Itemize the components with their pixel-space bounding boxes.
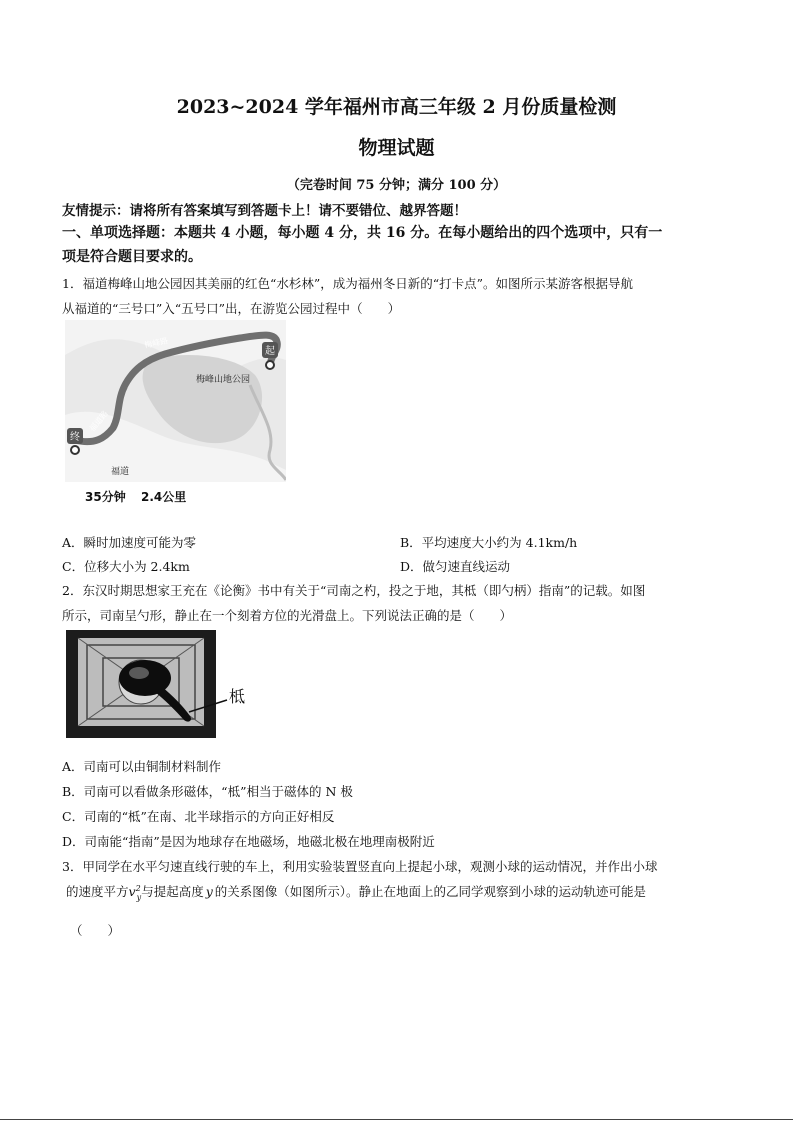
q2-stem-line-2: 所示，司南呈勺形，静止在一个刻着方位的光滑盘上。下列说法正确的是（ ） (62, 608, 513, 623)
q3-var-sub: y (136, 892, 142, 902)
end-label: 终 (70, 432, 80, 443)
q3-var-v (128, 883, 142, 902)
q2-option-c: C．司南的“柢”在南、北半球指示的方向正好相反 (62, 809, 335, 824)
map-svg (65, 320, 286, 513)
q1-stem-line-1: 1．福道梅峰山地公园因其美丽的红色“水杉林”，成为福州冬日新的“打卡点”。如图所示某游客根据导航 (62, 276, 634, 291)
route-label-1: 梅峰路 (143, 336, 169, 350)
q3-var-v-letter: v (128, 884, 136, 899)
q1-option-d: D．做匀速直线运动 (400, 559, 511, 574)
map-distance: 2.4公里 (141, 490, 187, 504)
q3-stem-line-2 (66, 882, 646, 902)
spoon-highlight (129, 667, 149, 679)
q1-map-figure (65, 320, 286, 513)
q1-stem-line-2: 从福道的“三号口”入“五号口”出，在游览公园过程中（ ） (62, 301, 401, 316)
section-1-line-1: 一、单项选择题：本题共 4 小题，每小题 4 分，共 16 分。在每小题给出的四个选项中，只有一 (62, 225, 663, 241)
q1-option-a: A．瞬时加速度可能为零 (62, 535, 197, 550)
q2-option-a: A．司南可以由铜制材料制作 (62, 759, 222, 774)
handle-label: 柢 (229, 687, 246, 706)
q3-text-a: 的速度平方 (66, 884, 129, 899)
q1-option-b: B．平均速度大小约为 4.1km/h (400, 535, 578, 550)
park-label: 梅峰山地公园 (195, 375, 251, 385)
q3-text-c: 的关系图像（如图所示）。静止在地面上的乙同学观察到小球的运动轨迹可能是 (214, 884, 647, 899)
q3-var-y: y (205, 884, 213, 899)
start-point (266, 361, 274, 369)
q3-var-sup: 2 (135, 883, 141, 893)
start-label: 起 (265, 346, 275, 357)
q3-stem-line-1: 3．甲同学在水平匀速直线行驶的车上，利用实验装置竖直向上提起小球，观测小球的运动情况，并作出小球 (62, 859, 658, 874)
route-label-2: 福道路 (87, 409, 110, 434)
q3-stem-line-3: （ ） (70, 923, 121, 938)
sinan-svg (65, 628, 255, 743)
exam-meta: （完卷时间 75 分钟；满分 100 分） (286, 178, 507, 193)
q1-option-c: C．位移大小为 2.4km (62, 559, 190, 574)
end-point (71, 446, 79, 454)
q3-text-b: 与提起高度 (141, 884, 204, 899)
exam-hint: 友情提示：请将所有答案填写到答题卡上！请不要错位、越界答题！ (62, 203, 467, 219)
subject-title: 物理试题 (358, 137, 435, 159)
page-bottom-rule (0, 1119, 793, 1120)
q2-sinan-figure (65, 628, 255, 743)
map-time: 35分钟 (85, 490, 126, 504)
road-label: 福道 (111, 467, 130, 477)
q2-stem-line-1: 2．东汉时期思想家王充在《论衡》书中有关于“司南之杓，投之于地，其柢（即勺柄）指南”的记载。如图 (62, 583, 646, 598)
section-1-line-2: 项是符合题目要求的。 (62, 249, 202, 265)
q2-option-d: D．司南能“指南”是因为地球存在地磁场，地磁北极在地理南极附近 (62, 834, 435, 849)
q2-option-b: B．司南可以看做条形磁体，“柢”相当于磁体的 N 极 (62, 784, 353, 799)
section-1-heading (62, 221, 734, 269)
exam-title: 2023~2024 学年福州市高三年级 2 月份质量检测 (176, 96, 617, 118)
